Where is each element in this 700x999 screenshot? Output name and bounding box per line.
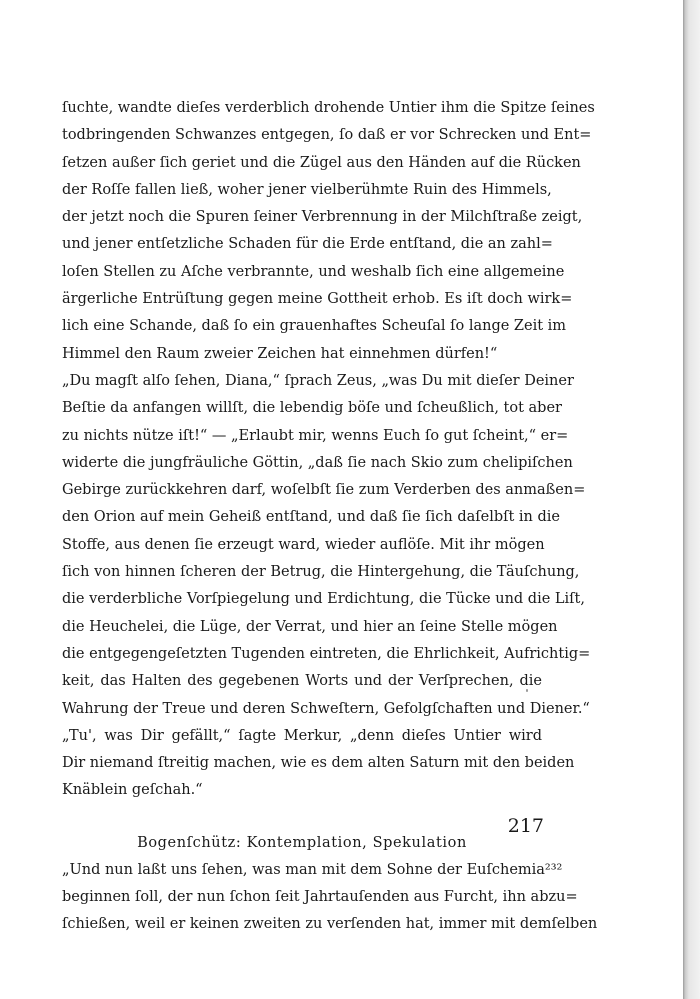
text-line: die verderbliche Vorſpiegelung und Erdichtung, die Tücke und die Liſt, [62, 591, 585, 608]
text-line: ſetzen außer ſich geriet und die Zügel aus den Händen auf die Rücken [62, 154, 581, 171]
page-number: 217 [507, 815, 544, 837]
text-line: lich eine Schande, daß ſo ein grauenhaftes Scheuſal ſo lange Zeit im [62, 318, 567, 335]
text-line: die Heuchelei, die Lüge, der Verrat, und hier an ſeine Stelle mögen [62, 618, 558, 635]
text-line: und jener entſetzliche Schaden für die Erde entſtand, die an zahl= [62, 236, 553, 253]
text-line: ſchießen, weil er keinen zweiten zu verſenden hat, immer mit demſelben [62, 916, 598, 933]
text-section-2 [62, 857, 598, 939]
text-line: der Roſſe fallen ließ, woher jener vielberühmte Ruin des Himmels, [62, 181, 552, 198]
text-line: „Tu', was Dir gefällt,“ ſagte Merkur, „denn dieſes Untier wird [62, 727, 542, 744]
text-line: die entgegengeſetzten Tugenden eintreten, die Ehrlichkeit, Aufrichtig= [62, 645, 591, 662]
text-line: Stoffe, aus denen ſie erzeugt ward, wieder auflöſe. Mit ihr mögen [62, 536, 545, 553]
text-line: Beſtie da anfangen willſt, die lebendig böſe und ſcheußlich, tot aber [62, 400, 562, 417]
text-line: beginnen ſoll, der nun ſchon ſeit Jahrtauſenden aus Furcht, ihn abzu= [62, 889, 578, 906]
text-line: „Und nun laßt uns ſehen, was man mit dem Sohne der Euſchemia²³² [62, 861, 563, 878]
text-line: den Orion auf mein Geheiß entſtand, und daß ſie ſich daſelbſt in die [62, 509, 560, 526]
body-text [62, 95, 598, 939]
text-line: loſen Stellen zu Aſche verbrannte, und weshalb ſich eine allgemeine [62, 263, 565, 280]
text-line: ärgerliche Entrüſtung gegen meine Gottheit erhob. Es iſt doch wirk= [62, 291, 573, 308]
paper-speck [526, 689, 528, 692]
text-line: ſich von hinnen ſcheren der Betrug, die Hintergehung, die Täuſchung, [62, 564, 580, 581]
page-edge-shadow [683, 0, 700, 999]
text-line: keit, das Halten des gegebenen Worts und der Verſprechen, die [62, 673, 542, 690]
text-line: todbringenden Schwanzes entgegen, ſo daß er vor Schrecken und Ent= [62, 127, 592, 144]
text-line: Dir niemand ſtreitig machen, wie es dem alten Saturn mit den beiden [62, 755, 575, 772]
section-heading: Bogenſchütz: Kontemplation, Spekulation [137, 834, 467, 851]
text-line: Wahrung der Treue und deren Schweſtern, Gefolgſchaften und Diener.“ [62, 700, 590, 717]
spacer [62, 805, 542, 829]
text-section-1 [62, 95, 595, 805]
text-line: Himmel den Raum zweier Zeichen hat einnehmen dürfen!“ [62, 345, 498, 362]
text-line: widerte die jungfräuliche Göttin, „daß ſie nach Skio zum chelipiſchen [62, 454, 573, 471]
text-line: ſuchte, wandte dieſes verderblich drohende Untier ihm die Spitze ſeines [62, 100, 595, 116]
text-line: zu nichts nütze iſt!“ — „Erlaubt mir, wenns Euch ſo gut ſcheint,“ er= [62, 427, 569, 444]
text-line: Gebirge zurückkehren darf, woſelbſt ſie zum Verderben des anmaßen= [62, 482, 586, 499]
text-line: Knäblein geſchah.“ [62, 782, 203, 799]
text-line: der jetzt noch die Spuren ſeiner Verbrennung in der Milchſtraße zeigt, [62, 209, 583, 226]
text-line: „Du magſt alſo ſehen, Diana,“ ſprach Zeus, „was Du mit dieſer Deiner [62, 372, 574, 389]
